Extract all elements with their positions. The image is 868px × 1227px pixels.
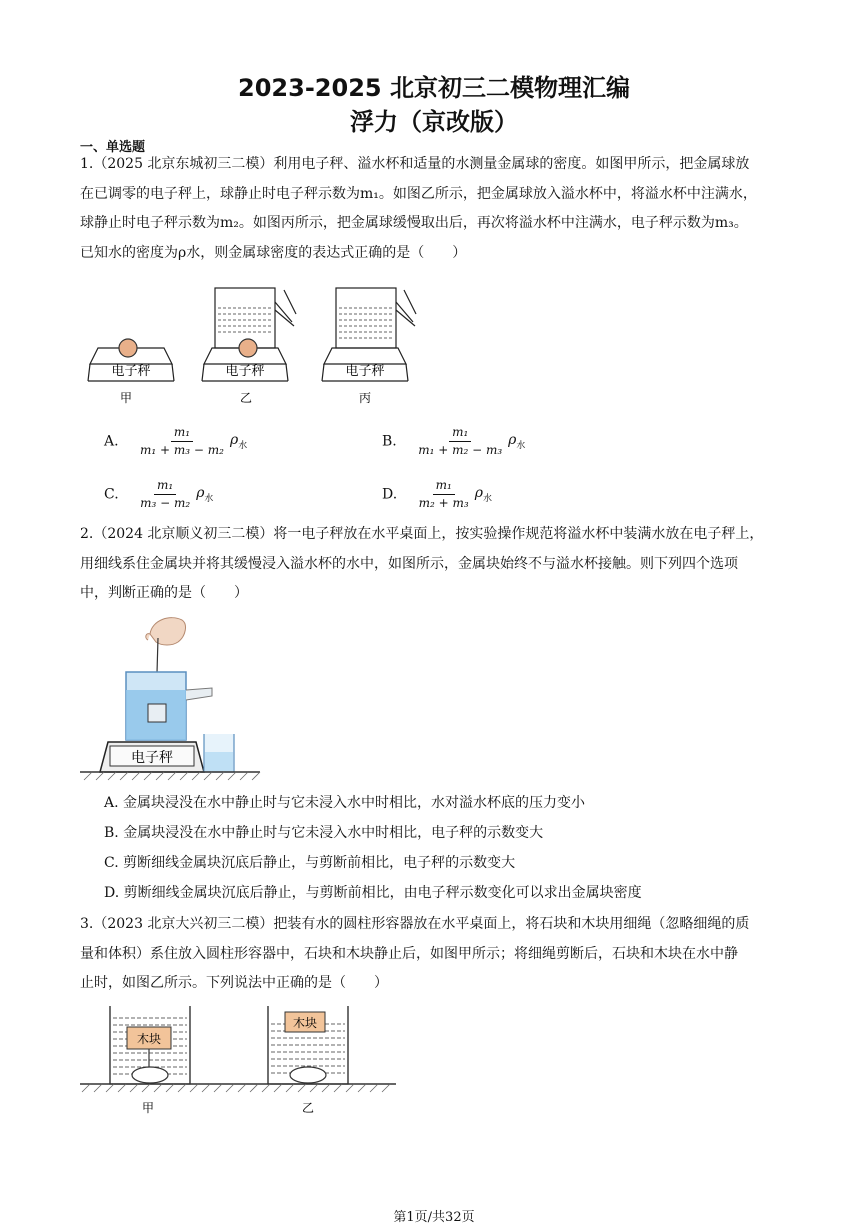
fraction [137,478,193,511]
question-2-text [80,520,792,609]
question-line: 已知水的密度为ρ水，则金属球密度的表达式正确的是（ ） [80,244,467,261]
choice-b[interactable]: B. 金属块浸没在水中静止时与它未浸入水中时相比，电子秤的示数变大 [104,825,544,841]
figure-label: 甲 [119,391,133,405]
section-heading: 一、单选题 [80,140,146,155]
document-title: 2023-2025 北京初三二模物理汇编 [238,74,630,102]
question-line: 3.（2023 北京大兴初三二模）把装有水的圆柱形容器放在水平桌面上，将石块和木块用细绳（忽略细绳的质 [80,916,750,932]
rho-symbol: $\rho_水$ [229,432,248,451]
option-letter: C. [104,486,119,503]
choice-a[interactable]: A. 金属块浸没在水中静止时与它未浸入水中时相比，水对溢水杯底的压力变小 [104,795,586,811]
option-d[interactable] [382,478,492,511]
rho-symbol: $\rho_水$ [474,485,492,504]
question-line: 量和体积）系住放入圆柱形容器中，石块和木块静止后，如图甲所示；将细绳剪断后，石块和木块在水中静 [80,945,738,962]
question-line: 用细线系住金属块并将其缓慢浸入溢水杯的水中，如图所示，金属块始终不与溢水杯接触。则下列四个选项 [80,555,738,572]
wood-block-label: 木块 [292,1016,318,1030]
rho-symbol: $\rho_水$ [196,485,214,504]
figure-label: 丙 [358,391,372,405]
page-number: 第1页/共32页 [393,1210,475,1225]
question-3-text [80,910,792,999]
option-a[interactable] [104,425,247,458]
question-line: 球静止时电子秤示数为m₂。如图丙所示，把金属球缓慢取出后，再次将溢水杯中注满水，电子秤示数为m₃。 [80,215,748,231]
question-1-text [80,150,792,268]
scale-label: 电子秤 [225,364,265,379]
option-c[interactable] [104,478,213,511]
numerator: m₁ [171,425,193,442]
question-line: 在已调零的电子秤上，球静止时电子秤示数为m₁。如图乙所示，把金属球放入溢水杯中，将溢水杯中注满水， [80,185,757,202]
scale-label: 电子秤 [111,364,151,379]
document-subtitle: 浮力（京改版） [350,108,518,136]
numerator: m₁ [433,478,455,495]
denominator: m₁ + m₂ − m₃ [418,443,503,457]
fraction [416,478,472,511]
option-letter: D. [382,486,398,503]
choice-c[interactable]: C. 剪断细线金属块沉底后静止，与剪断前相比，电子秤的示数变大 [104,855,516,871]
denominator: m₂ + m₃ [418,496,469,510]
figure-label: 甲 [141,1101,155,1115]
fraction [415,425,505,458]
denominator: m₃ − m₂ [140,496,191,510]
question-line: 止时，如图乙所示。下列说法中正确的是（ ） [80,975,388,991]
figure-label: 乙 [301,1101,315,1115]
question-line: 1.（2025 北京东城初三二模）利用电子秤、溢水杯和适量的水测量金属球的密度。如图甲所示，把金属球放 [80,156,750,172]
choice-d[interactable]: D. 剪断细线金属块沉底后静止，与剪断前相比，由电子秤示数变化可以求出金属块密度 [104,885,642,901]
q2-figure [78,612,268,784]
question-line: 中，判断正确的是（ ） [80,585,248,601]
fraction [137,425,227,458]
rho-symbol: $\rho_水$ [508,432,526,451]
option-letter: B. [382,433,397,450]
denominator: m₁ + m₃ − m₂ [140,443,224,457]
question-line: 2.（2024 北京顺义初三二模）将一电子秤放在水平桌面上，按实验操作规范将溢水杯中装满水放在电子秤上， [80,526,764,542]
scale-label: 电子秤 [345,364,385,379]
option-letter: A. [104,433,119,450]
scale-label: 电子秤 [131,750,173,766]
option-b[interactable] [382,425,525,458]
wood-block-label: 木块 [136,1032,162,1046]
q1-figure [78,284,438,404]
numerator: m₁ [154,478,176,495]
figure-label: 乙 [239,391,253,405]
q3-figure [78,1000,398,1120]
numerator: m₁ [449,425,471,442]
